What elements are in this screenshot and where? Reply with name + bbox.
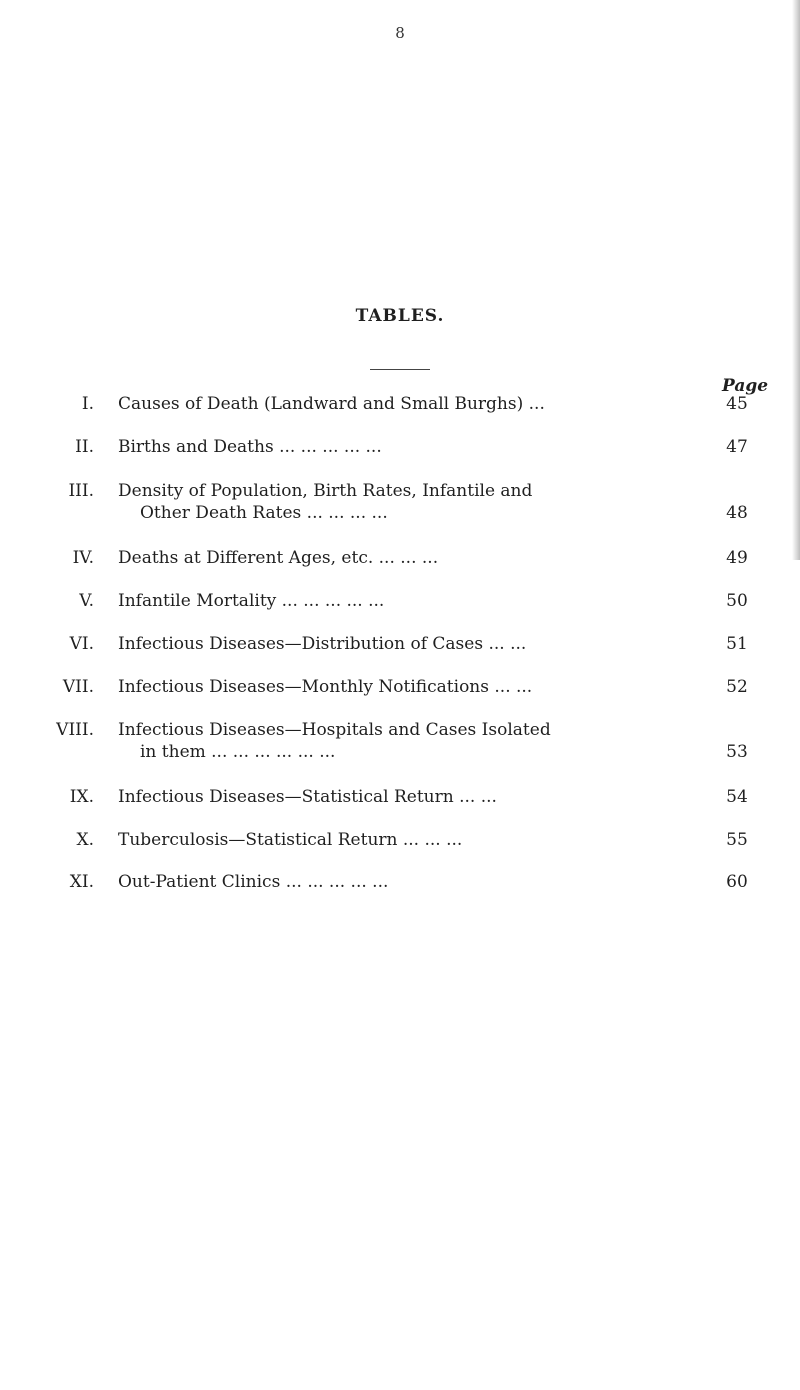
toc-entry-number: II. bbox=[75, 437, 94, 457]
toc-entry-number: IV. bbox=[72, 548, 94, 568]
toc-entry-number: III. bbox=[68, 481, 94, 501]
toc-entry-page: 49 bbox=[726, 548, 748, 568]
toc-entry-page: 53 bbox=[726, 742, 748, 762]
toc-entry-page: 51 bbox=[726, 634, 748, 654]
toc-entry-label: Tuberculosis—Statistical Return ... ... ... bbox=[118, 830, 463, 850]
page-edge-shadow bbox=[792, 0, 800, 560]
page-column-header: Page bbox=[722, 376, 769, 396]
toc-entry-label: Infectious Diseases—Distribution of Cases ... ... bbox=[118, 634, 527, 654]
toc-entry-number: VIII. bbox=[56, 720, 94, 740]
toc-entry-page: 60 bbox=[726, 872, 748, 892]
page-number: 8 bbox=[395, 24, 405, 42]
toc-entry-label-continuation: in them ... ... ... ... ... ... bbox=[140, 742, 336, 762]
title-divider bbox=[370, 369, 430, 370]
toc-entry-number: IX. bbox=[69, 787, 94, 807]
toc-entry-number: VI. bbox=[69, 634, 94, 654]
toc-entry-label-continuation: Other Death Rates ... ... ... ... bbox=[140, 503, 388, 523]
toc-entry-label: Deaths at Different Ages, etc. ... ... ... bbox=[118, 548, 439, 568]
toc-entry-page: 52 bbox=[726, 677, 748, 697]
toc-entry-number: X. bbox=[76, 830, 94, 850]
toc-entry-page: 45 bbox=[726, 394, 748, 414]
toc-entry-label: Density of Population, Birth Rates, Infantile and bbox=[118, 481, 533, 501]
toc-entry-number: I. bbox=[81, 394, 94, 414]
toc-entry-label: Infantile Mortality ... ... ... ... ... bbox=[118, 591, 385, 611]
toc-entry-page: 50 bbox=[726, 591, 748, 611]
toc-entry-number: V. bbox=[79, 591, 94, 611]
toc-entry-label: Out-Patient Clinics ... ... ... ... ... bbox=[118, 872, 389, 892]
toc-entry-label: Infectious Diseases—Hospitals and Cases Isolated bbox=[118, 720, 551, 740]
toc-entry-page: 54 bbox=[726, 787, 748, 807]
toc-entry-page: 55 bbox=[726, 830, 748, 850]
toc-entry-number: XI. bbox=[69, 872, 94, 892]
toc-entry-label: Infectious Diseases—Statistical Return ... ... bbox=[118, 787, 497, 807]
page-title: TABLES. bbox=[355, 306, 445, 326]
toc-entry-label: Causes of Death (Landward and Small Burghs) ... bbox=[118, 394, 545, 414]
toc-entry-page: 48 bbox=[726, 503, 748, 523]
toc-entry-number: VII. bbox=[62, 677, 94, 697]
toc-entry-page: 47 bbox=[726, 437, 748, 457]
toc-entry-label: Births and Deaths ... ... ... ... ... bbox=[118, 437, 382, 457]
toc-entry-label: Infectious Diseases—Monthly Notifications ... ... bbox=[118, 677, 533, 697]
